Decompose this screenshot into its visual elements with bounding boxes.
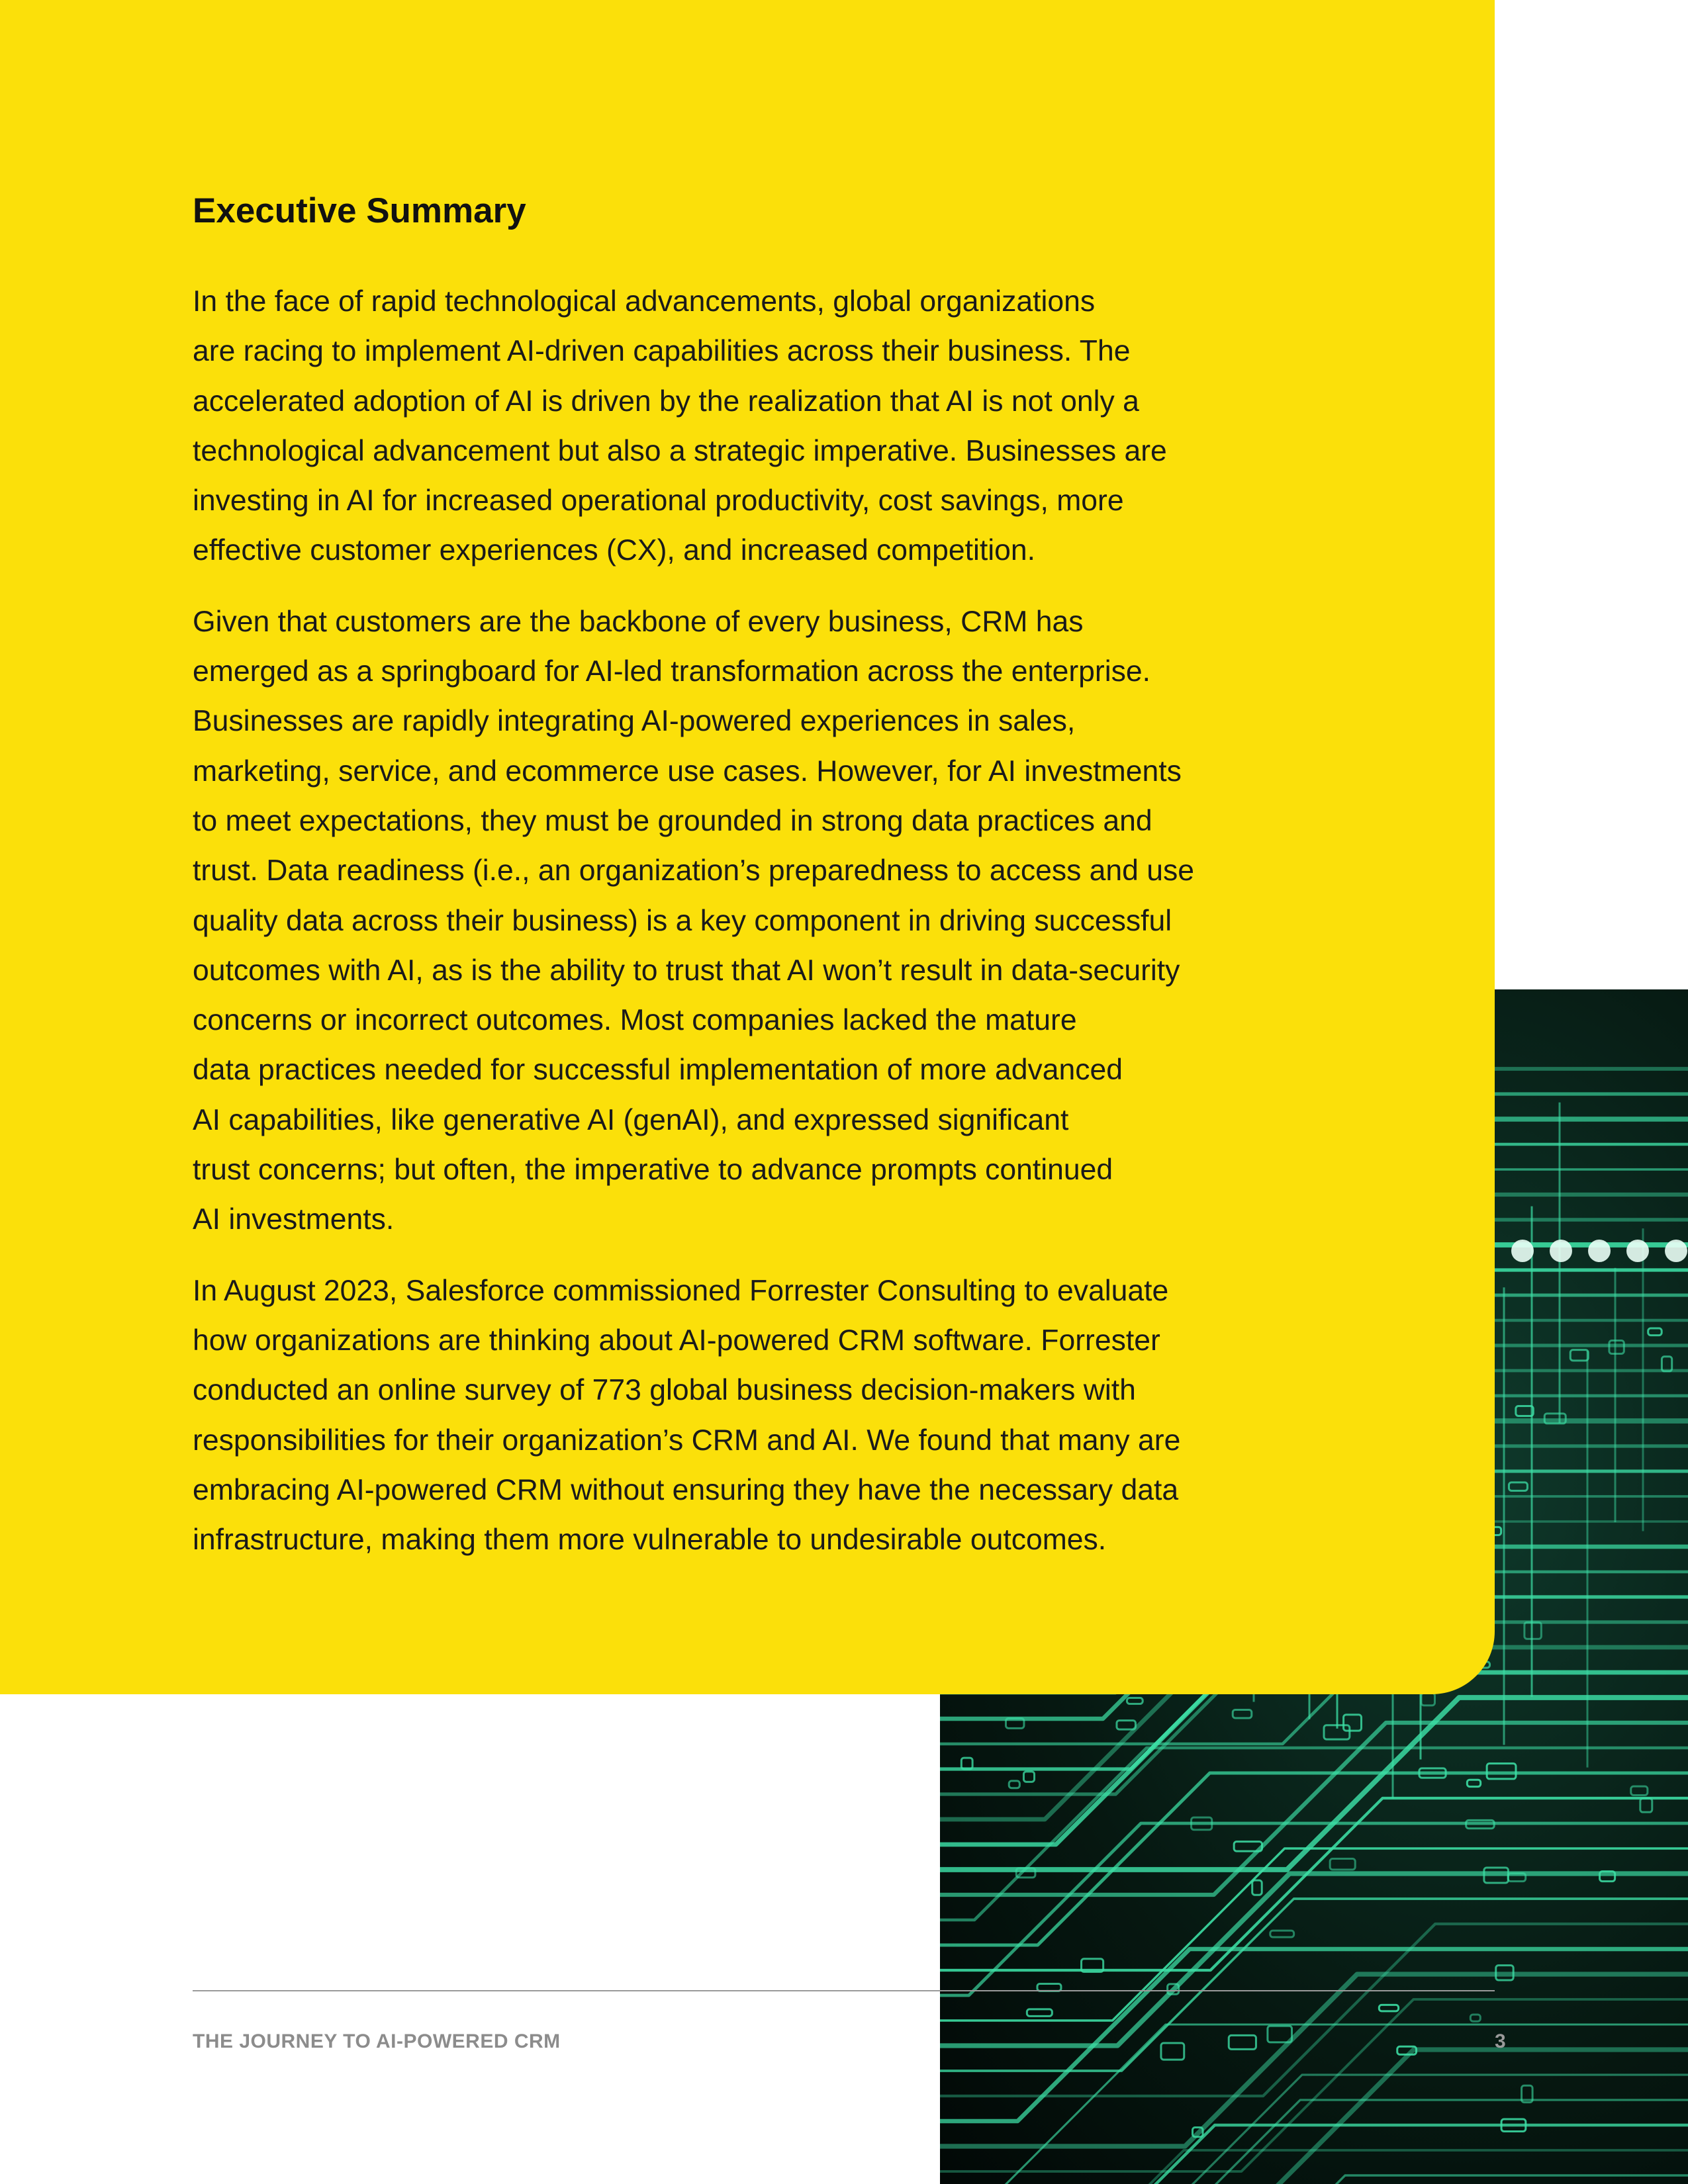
text-line: to meet expectations, they must be grounded in strong data practices and (193, 804, 1152, 837)
paragraph-3 (193, 1266, 1318, 1565)
text-line: investing in AI for increased operational productivity, cost savings, more (193, 484, 1124, 518)
text-line: infrastructure, making them more vulnerable to undesirable outcomes. (193, 1524, 1107, 1557)
text-line: concerns or incorrect outcomes. Most companies lacked the mature (193, 1004, 1077, 1037)
text-line: data practices needed for successful implementation of more advanced (193, 1054, 1123, 1087)
text-line: In August 2023, Salesforce commissioned Forrester Consulting to evaluate (193, 1274, 1169, 1307)
footer-report-title: THE JOURNEY TO AI-POWERED CRM (193, 2030, 561, 2052)
text-line: AI investments. (193, 1203, 395, 1236)
page-number: 3 (1495, 2030, 1506, 2052)
text-line: technological advancement but also a strategic imperative. Businesses are (193, 434, 1167, 467)
paragraph-2 (193, 597, 1318, 1245)
summary-body (193, 277, 1318, 1586)
section-title: Executive Summary (193, 191, 526, 230)
paragraph-1 (193, 277, 1318, 576)
text-line: Given that customers are the backbone of every business, CRM has (193, 605, 1084, 638)
text-line: marketing, service, and ecommerce use cases. However, for AI investments (193, 754, 1182, 788)
text-line: AI capabilities, like generative AI (genAI), and expressed significant (193, 1103, 1069, 1136)
text-line: are racing to implement AI-driven capabilities across their business. The (193, 335, 1131, 368)
text-line: trust concerns; but often, the imperative to advance prompts continued (193, 1154, 1113, 1187)
text-line: quality data across their business) is a key component in driving successful (193, 904, 1172, 937)
text-line: effective customer experiences (CX), and increased competition. (193, 534, 1035, 567)
text-line: outcomes with AI, as is the ability to trust that AI won’t result in data-security (193, 954, 1180, 987)
text-line: emerged as a springboard for AI-led transformation across the enterprise. (193, 655, 1150, 688)
text-line: how organizations are thinking about AI-powered CRM software. Forrester (193, 1324, 1160, 1357)
text-line: embracing AI-powered CRM without ensuring they have the necessary data (193, 1473, 1179, 1506)
text-line: In the face of rapid technological advancements, global organizations (193, 285, 1096, 318)
text-line: trust. Data readiness (i.e., an organization’s preparedness to access and use (193, 854, 1195, 887)
text-line: Businesses are rapidly integrating AI-powered experiences in sales, (193, 705, 1076, 738)
text-line: conducted an online survey of 773 global business decision-makers with (193, 1374, 1136, 1407)
text-line: accelerated adoption of AI is driven by the realization that AI is not only a (193, 385, 1139, 418)
footer-divider (193, 1990, 1495, 1991)
text-line: responsibilities for their organization’s CRM and AI. We found that many are (193, 1424, 1181, 1457)
